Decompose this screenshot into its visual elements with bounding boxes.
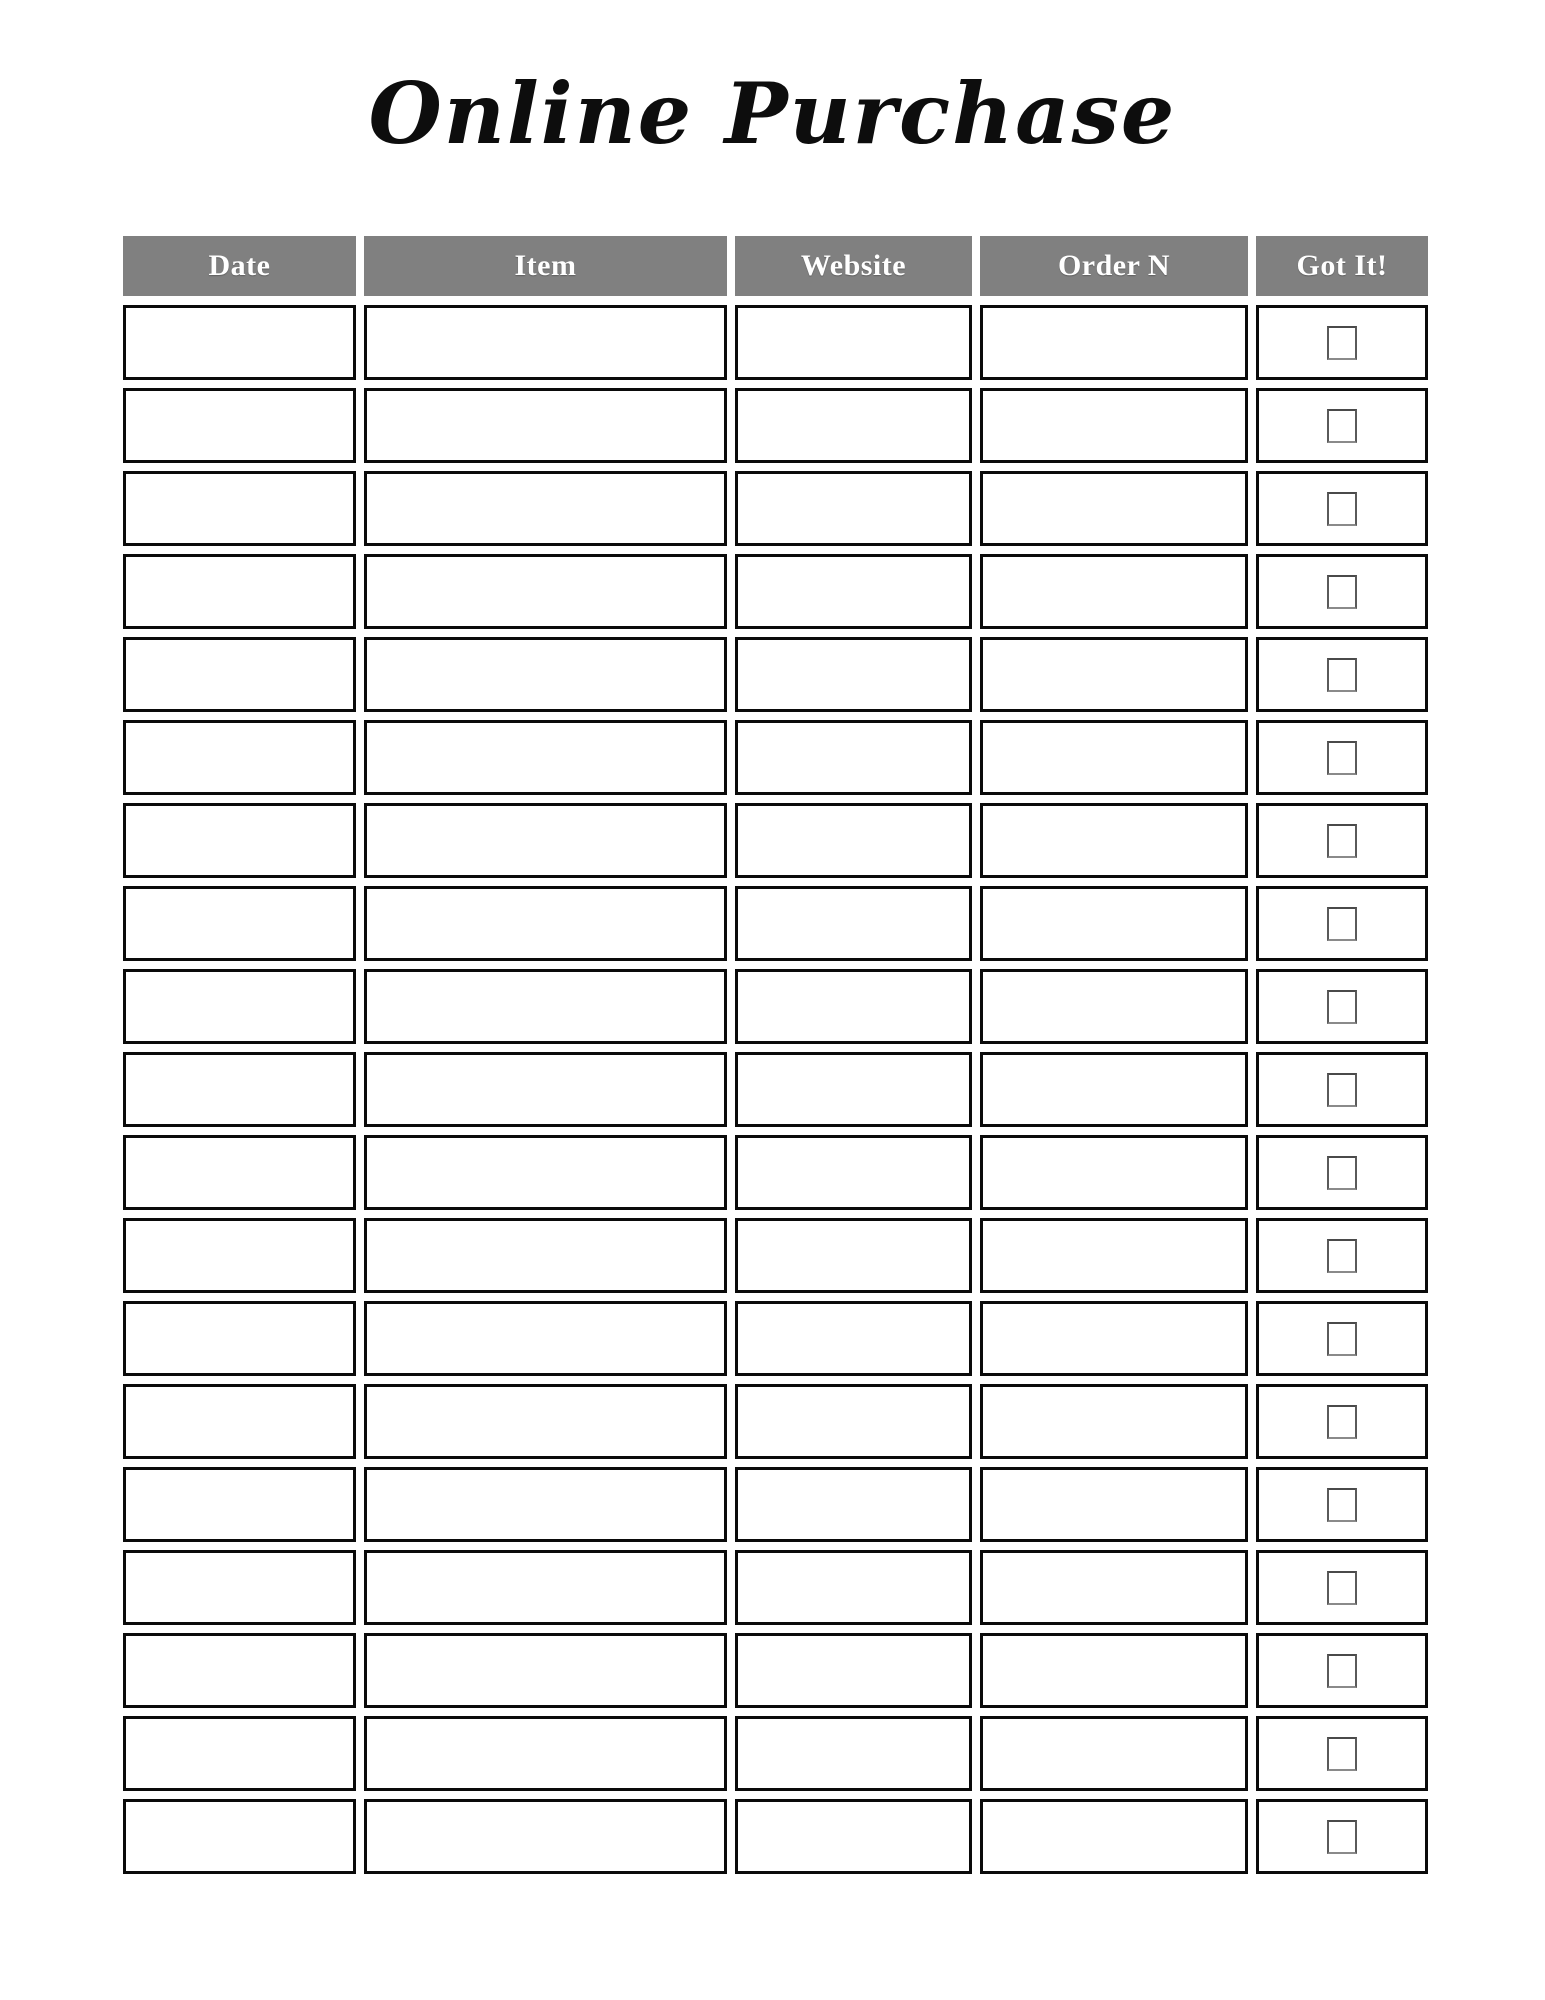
table-row (123, 471, 1428, 546)
got-it-checkbox[interactable] (1327, 575, 1357, 609)
item-cell (364, 1716, 727, 1791)
order-number-cell (980, 1218, 1248, 1293)
got-it-cell (1256, 803, 1428, 878)
date-cell (123, 886, 356, 961)
got-it-checkbox[interactable] (1327, 326, 1357, 360)
date-cell (123, 803, 356, 878)
got-it-cell (1256, 637, 1428, 712)
date-cell (123, 1135, 356, 1210)
website-cell (735, 1135, 972, 1210)
table-row (123, 1633, 1428, 1708)
date-cell (123, 969, 356, 1044)
website-cell (735, 554, 972, 629)
purchase-table (123, 236, 1428, 1874)
website-cell (735, 886, 972, 961)
date-cell (123, 637, 356, 712)
got-it-checkbox[interactable] (1327, 1322, 1357, 1356)
table-row (123, 1135, 1428, 1210)
table-row (123, 1218, 1428, 1293)
got-it-cell (1256, 720, 1428, 795)
date-cell (123, 1799, 356, 1874)
date-cell (123, 1716, 356, 1791)
order-number-cell (980, 1384, 1248, 1459)
website-cell (735, 803, 972, 878)
item-cell (364, 1550, 727, 1625)
table-body (123, 305, 1428, 1874)
got-it-checkbox[interactable] (1327, 1156, 1357, 1190)
table-row (123, 554, 1428, 629)
got-it-cell (1256, 388, 1428, 463)
order-number-cell (980, 969, 1248, 1044)
got-it-checkbox[interactable] (1327, 1820, 1357, 1854)
got-it-cell (1256, 305, 1428, 380)
table-row (123, 1301, 1428, 1376)
got-it-checkbox[interactable] (1327, 1488, 1357, 1522)
got-it-cell (1256, 1716, 1428, 1791)
website-cell (735, 1467, 972, 1542)
item-cell (364, 1052, 727, 1127)
table-row (123, 305, 1428, 380)
table-row (123, 1467, 1428, 1542)
item-cell (364, 720, 727, 795)
order-number-cell (980, 803, 1248, 878)
item-cell (364, 886, 727, 961)
got-it-checkbox[interactable] (1327, 658, 1357, 692)
got-it-checkbox[interactable] (1327, 907, 1357, 941)
got-it-cell (1256, 1301, 1428, 1376)
got-it-checkbox[interactable] (1327, 824, 1357, 858)
website-cell (735, 1301, 972, 1376)
table-row (123, 1550, 1428, 1625)
got-it-cell (1256, 1052, 1428, 1127)
website-cell (735, 1052, 972, 1127)
got-it-checkbox[interactable] (1327, 1239, 1357, 1273)
date-cell (123, 1218, 356, 1293)
got-it-checkbox[interactable] (1327, 1737, 1357, 1771)
item-cell (364, 803, 727, 878)
got-it-cell (1256, 554, 1428, 629)
item-cell (364, 388, 727, 463)
got-it-cell (1256, 471, 1428, 546)
got-it-cell (1256, 886, 1428, 961)
order-number-cell (980, 388, 1248, 463)
got-it-checkbox[interactable] (1327, 1405, 1357, 1439)
website-cell (735, 1550, 972, 1625)
website-cell (735, 305, 972, 380)
got-it-checkbox[interactable] (1327, 1571, 1357, 1605)
got-it-checkbox[interactable] (1327, 492, 1357, 526)
date-cell (123, 1633, 356, 1708)
column-header-item: Item (364, 236, 727, 296)
order-number-cell (980, 1135, 1248, 1210)
got-it-checkbox[interactable] (1327, 1073, 1357, 1107)
order-number-cell (980, 1716, 1248, 1791)
item-cell (364, 471, 727, 546)
date-cell (123, 1301, 356, 1376)
website-cell (735, 1384, 972, 1459)
table-row (123, 388, 1428, 463)
order-number-cell (980, 886, 1248, 961)
order-number-cell (980, 305, 1248, 380)
got-it-checkbox[interactable] (1327, 990, 1357, 1024)
item-cell (364, 305, 727, 380)
table-row (123, 969, 1428, 1044)
order-number-cell (980, 720, 1248, 795)
order-number-cell (980, 554, 1248, 629)
table-row (123, 886, 1428, 961)
order-number-cell (980, 1301, 1248, 1376)
got-it-cell (1256, 1550, 1428, 1625)
item-cell (364, 1799, 727, 1874)
order-number-cell (980, 1799, 1248, 1874)
website-cell (735, 720, 972, 795)
order-number-cell (980, 1550, 1248, 1625)
got-it-checkbox[interactable] (1327, 409, 1357, 443)
item-cell (364, 1218, 727, 1293)
website-cell (735, 471, 972, 546)
website-cell (735, 388, 972, 463)
order-number-cell (980, 1467, 1248, 1542)
table-row (123, 1052, 1428, 1127)
item-cell (364, 554, 727, 629)
item-cell (364, 1633, 727, 1708)
website-cell (735, 1218, 972, 1293)
column-header-date: Date (123, 236, 356, 296)
date-cell (123, 388, 356, 463)
order-number-cell (980, 1633, 1248, 1708)
table-row (123, 637, 1428, 712)
item-cell (364, 1384, 727, 1459)
date-cell (123, 1467, 356, 1542)
table-row (123, 1716, 1428, 1791)
got-it-cell (1256, 969, 1428, 1044)
page-title: Online Purchase (368, 64, 1177, 163)
got-it-checkbox[interactable] (1327, 741, 1357, 775)
website-cell (735, 969, 972, 1044)
table-row (123, 1384, 1428, 1459)
website-cell (735, 1799, 972, 1874)
table-row (123, 803, 1428, 878)
order-number-cell (980, 471, 1248, 546)
table-header-row (123, 236, 1428, 296)
website-cell (735, 1716, 972, 1791)
got-it-cell (1256, 1384, 1428, 1459)
date-cell (123, 1550, 356, 1625)
order-number-cell (980, 637, 1248, 712)
got-it-cell (1256, 1633, 1428, 1708)
item-cell (364, 969, 727, 1044)
column-header-got-it: Got It! (1256, 236, 1428, 296)
date-cell (123, 471, 356, 546)
got-it-cell (1256, 1218, 1428, 1293)
date-cell (123, 1384, 356, 1459)
order-number-cell (980, 1052, 1248, 1127)
table-row (123, 720, 1428, 795)
date-cell (123, 1052, 356, 1127)
column-header-order-number: Order N (980, 236, 1248, 296)
got-it-cell (1256, 1467, 1428, 1542)
got-it-cell (1256, 1135, 1428, 1210)
column-header-website: Website (735, 236, 972, 296)
got-it-checkbox[interactable] (1327, 1654, 1357, 1688)
website-cell (735, 1633, 972, 1708)
date-cell (123, 305, 356, 380)
table-row (123, 1799, 1428, 1874)
item-cell (364, 1301, 727, 1376)
item-cell (364, 637, 727, 712)
item-cell (364, 1467, 727, 1542)
date-cell (123, 720, 356, 795)
website-cell (735, 637, 972, 712)
item-cell (364, 1135, 727, 1210)
got-it-cell (1256, 1799, 1428, 1874)
date-cell (123, 554, 356, 629)
